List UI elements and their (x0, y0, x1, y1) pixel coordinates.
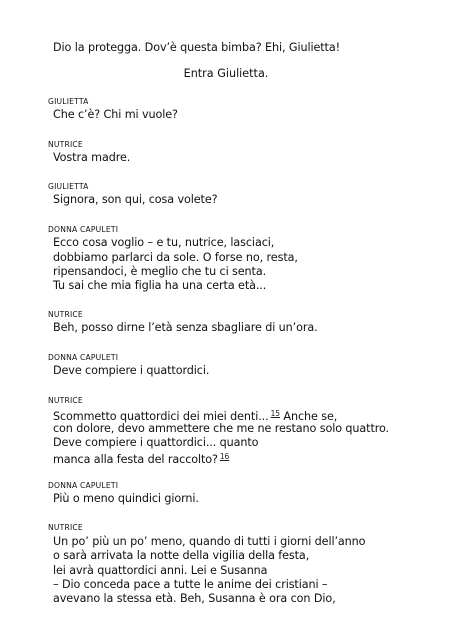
dialogue-line: lei avrà quattordici anni. Lei e Susanna (53, 564, 268, 577)
speaker-name: DONNA CAPULETI (48, 353, 119, 362)
dialogue-line: Tu sai che mia figlia ha una certa età... (53, 279, 267, 292)
dialogue-line: Che c’è? Chi mi vuole? (53, 108, 178, 121)
speaker-name: DONNA CAPULETI (48, 481, 119, 490)
dialogue-line: Vostra madre. (53, 151, 131, 164)
speaker-name: GIULIETTA (48, 97, 89, 106)
dialogue-line: Signora, son qui, cosa volete? (53, 193, 218, 206)
speaker-name: DONNA CAPULETI (48, 225, 119, 234)
stage-direction: Entra Giulietta. (183, 67, 269, 80)
speaker-name: NUTRICE (48, 140, 83, 149)
speaker-name: NUTRICE (48, 396, 83, 405)
dialogue-line: Ecco cosa voglio – e tu, nutrice, lasciaci, (53, 236, 275, 249)
dialogue-text: Anche se, (283, 410, 338, 423)
dialogue-line: dobbiamo parlarci da sole. O forse no, resta, (53, 251, 298, 264)
dialogue-line (53, 449, 229, 467)
speaker-name: NUTRICE (48, 310, 83, 319)
dialogue-line: o sarà arrivata la notte della vigilia della festa, (53, 549, 310, 562)
dialogue-text: Scommetto quattordici dei miei denti... (53, 410, 269, 423)
dialogue-line: ripensandoci, è meglio che tu ci senta. (53, 265, 267, 278)
dialogue-text: manca alla festa del raccolto? (53, 453, 218, 466)
speaker-name: GIULIETTA (48, 182, 89, 191)
dialogue-line: Più o meno quindici giorni. (53, 492, 199, 505)
dialogue-line: Beh, posso dirne l’età senza sbagliare di un’ora. (53, 321, 318, 334)
footnote-ref-link[interactable]: 16 (219, 452, 230, 461)
dialogue-line: avevano la stessa età. Beh, Susanna è ora con Dio, (53, 592, 336, 605)
dialogue-line: con dolore, devo ammettere che me ne restano solo quattro. (53, 422, 389, 435)
dialogue-line: Deve compiere i quattordici. (53, 364, 210, 377)
speaker-name: NUTRICE (48, 523, 83, 532)
footnote-ref-link[interactable]: 15 (270, 409, 280, 418)
dialogue-line: – Dio conceda pace a tutte le anime dei cristiani – (53, 578, 328, 591)
intro-line: Dio la protegga. Dov’è questa bimba? Ehi, Giulietta! (53, 41, 340, 54)
dialogue-line: Deve compiere i quattordici... quanto (53, 436, 259, 449)
dialogue-line: Un po’ più un po’ meno, quando di tutti i giorni dell’anno (53, 535, 366, 548)
